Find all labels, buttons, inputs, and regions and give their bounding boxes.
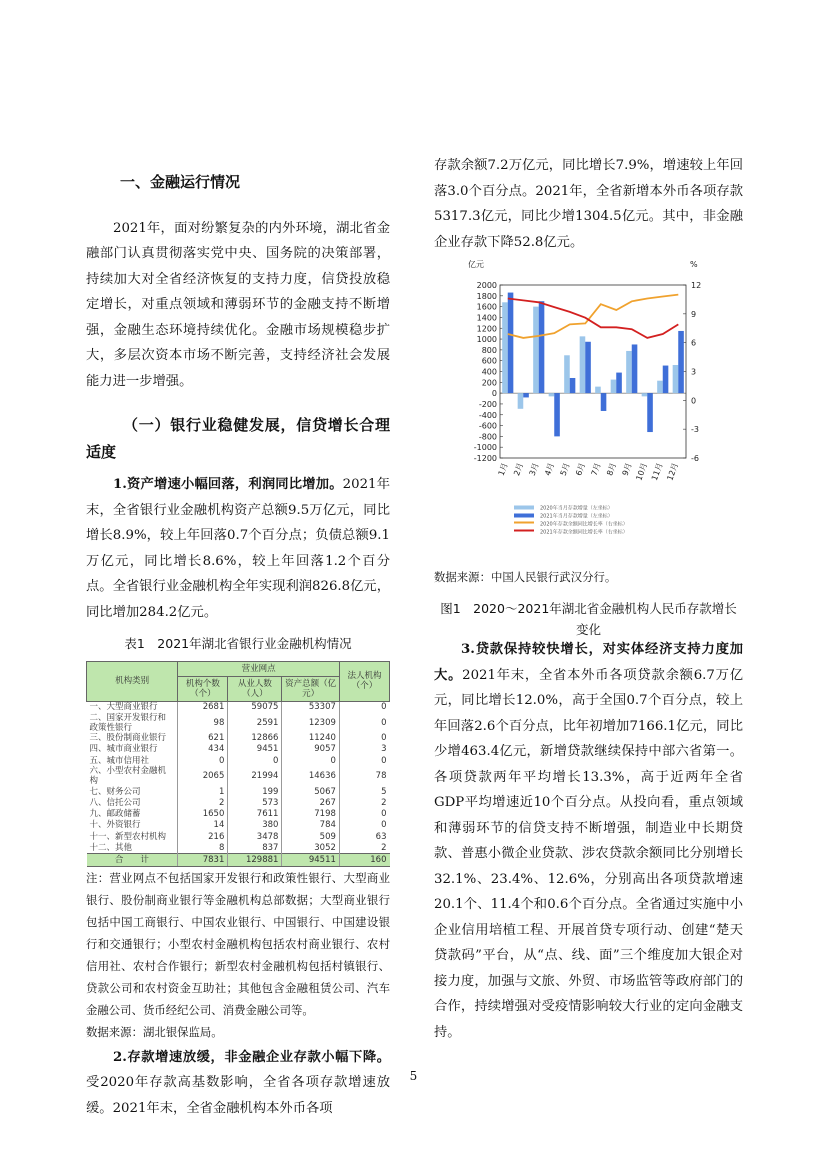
table-cell: 2 xyxy=(339,842,389,854)
bar-1 xyxy=(657,381,663,393)
table-total-cell: 94511 xyxy=(282,854,339,866)
x-tick-label: 2月 xyxy=(512,461,526,477)
x-tick-label: 6月 xyxy=(574,461,588,477)
x-tick-label: 1月 xyxy=(496,461,510,477)
table-cell: 14636 xyxy=(282,766,339,786)
table-cell: 十二、其他 xyxy=(89,842,133,853)
right-tick-label: 6 xyxy=(691,338,697,348)
bar-1 xyxy=(518,393,524,409)
left-tick-label: -600 xyxy=(478,421,497,431)
legend-label: 2020年当月存款增量（左坐标） xyxy=(540,505,613,512)
table-cell: 0 xyxy=(339,701,389,713)
table-row xyxy=(87,713,390,733)
page-number: 5 xyxy=(409,1069,418,1083)
bar-1 xyxy=(580,336,586,393)
x-tick-label: 5月 xyxy=(558,461,572,477)
table-cell: 59075 xyxy=(228,701,282,713)
left-tick-label: 0 xyxy=(491,389,497,399)
table-cell: 837 xyxy=(228,842,282,854)
x-tick-label: 11月 xyxy=(649,461,665,482)
table-cell: 一、大型商业银行 xyxy=(89,702,158,713)
table-body xyxy=(87,701,390,866)
bar-2 xyxy=(523,393,529,397)
right-tick-label: 3 xyxy=(691,367,697,377)
bar-2 xyxy=(632,344,638,393)
table-cell: 5 xyxy=(339,786,389,797)
paragraph-lead: 1.资产增速小幅回落，利润同比增加。 xyxy=(113,477,343,492)
table-cell: 509 xyxy=(282,831,339,842)
table-cell: 八、信托公司 xyxy=(89,798,141,809)
left-tick-label: 1800 xyxy=(476,291,497,301)
table-cell: 0 xyxy=(339,809,389,820)
table-cell: 621 xyxy=(178,733,228,744)
table-cell: 53307 xyxy=(282,701,339,713)
left-tick-label: -200 xyxy=(478,399,497,409)
right-axis-unit: % xyxy=(690,260,698,269)
table-row xyxy=(87,820,390,831)
table-caption: 表1 2021年湖北省银行业金融机构情况 xyxy=(124,636,352,651)
right-tick-label: 12 xyxy=(691,281,702,290)
table-cell: 380 xyxy=(228,820,282,831)
col-assets: 资产总额（亿元） xyxy=(282,676,339,701)
bar-2 xyxy=(585,342,591,393)
table-cell: 12309 xyxy=(282,713,339,733)
table-total-cell: 7831 xyxy=(178,854,228,866)
left-tick-label: 1200 xyxy=(476,324,497,334)
table-cell: 216 xyxy=(178,831,228,842)
table-total-row xyxy=(87,854,390,866)
bar-1 xyxy=(611,380,617,394)
x-tick-label: 10月 xyxy=(634,461,650,482)
legend-swatch xyxy=(514,514,534,518)
table-cell: 2 xyxy=(178,797,228,808)
table-row xyxy=(87,766,390,786)
paragraph-deposits-cont: 存款余额7.2万亿元，同比增长7.9%，增速较上年回落3.0个百分点。2021年，全省新增本外币各项存款5317.3亿元，同比少增1304.5亿元。其中，非金融企业存款下降52.8亿元。 xyxy=(434,158,743,250)
plot-frame xyxy=(500,285,686,458)
col-type: 机构类别 xyxy=(87,661,178,701)
paragraph-body: 2021年末，全省本外币各项贷款余额6.7万亿元，同比增长12.0%，高于全国0.7个百分点，较上年回落2.6个百分点，比年初增加7166.1亿元，同比少增463.4亿元，新增贷款继续保持中部六省第一。各项贷款两年平均增长13.3%，高于近两年全省GDP平均增速近10个百分点。从投向看，重点领域和薄弱环节的信贷支持不断增强，制造业中长期贷款、普惠小微企业贷款、涉农贷款余额同比分别增长32.1%、23.4%、12.6%，分别高出各项贷款增速20.1个、11.4个和0.6个百分点。全省通过实施中小企业信用培植工程、开展首贷专项行动、创建“楚天贷款码”平台，从“点、线、面”三个维度加大银企对接力度，加强与文旅、外贸、市场监管等政府部门的合作，持续增强对受疫情影响较大行业的定向金融支持。 xyxy=(434,667,743,1040)
right-tick-label: 0 xyxy=(691,396,697,406)
table-cell: 七、财务公司 xyxy=(89,786,141,797)
table-cell: 1 xyxy=(178,786,228,797)
x-tick-label: 7月 xyxy=(589,461,603,477)
table-cell: 8 xyxy=(178,842,228,854)
table-cell: 0 xyxy=(339,755,389,766)
table-cell: 六、小型农村金融机构 xyxy=(89,766,167,787)
bar-1 xyxy=(502,302,508,393)
section-title: 一、金融运行情况 xyxy=(120,173,241,191)
bank-institutions-table xyxy=(86,661,390,867)
legend-swatch xyxy=(514,530,534,532)
left-column xyxy=(86,170,390,1121)
legend-swatch xyxy=(514,506,534,510)
legend-label: 2021年存款余额同比增长率（右坐标） xyxy=(540,529,628,536)
left-tick-label: -400 xyxy=(478,410,497,420)
table-cell: 0 xyxy=(178,755,228,766)
table-row xyxy=(87,733,390,744)
table-cell: 7198 xyxy=(282,809,339,820)
chart-source: 数据来源：中国人民银行武汉分行。 xyxy=(434,570,617,584)
table-cell: 0 xyxy=(339,733,389,744)
table-row xyxy=(87,755,390,766)
right-column-bottom xyxy=(434,637,743,1045)
col-count: 机构个数（个） xyxy=(178,676,228,701)
x-tick-label: 3月 xyxy=(527,461,541,477)
bar-2 xyxy=(647,393,653,432)
table-row xyxy=(87,842,390,854)
bar-2 xyxy=(663,366,669,394)
right-tick-label: -3 xyxy=(691,425,699,435)
left-tick-label: 1000 xyxy=(476,335,497,345)
left-tick-label: -800 xyxy=(478,432,497,442)
left-tick-label: 200 xyxy=(481,378,497,388)
table-total-cell: 160 xyxy=(339,854,389,866)
table-cell: 1650 xyxy=(178,809,228,820)
deposit-chart xyxy=(458,253,728,575)
table-total-cell: 合 计 xyxy=(87,854,178,866)
bar-2 xyxy=(570,378,576,393)
x-tick-label: 9月 xyxy=(620,461,634,477)
table-cell: 十、外资银行 xyxy=(89,820,141,831)
left-tick-label: 1400 xyxy=(476,313,497,323)
table-cell: 三、股份制商业银行 xyxy=(89,733,167,744)
table-cell: 9451 xyxy=(228,744,282,755)
bar-2 xyxy=(616,373,622,394)
table-cell: 14 xyxy=(178,820,228,831)
legend-label: 2021年当月存款增量（左坐标） xyxy=(540,513,613,520)
x-tick-label: 4月 xyxy=(543,461,557,477)
left-tick-label: 400 xyxy=(481,367,497,377)
table-cell: 434 xyxy=(178,744,228,755)
paragraph-loans xyxy=(434,637,743,1045)
table-row xyxy=(87,701,390,713)
legend-label: 2020年存款余额同比增长率（右坐标） xyxy=(540,521,628,528)
table-source: 数据来源：湖北银保监局。 xyxy=(86,1024,223,1039)
paragraph-assets xyxy=(86,472,390,625)
bar-2 xyxy=(601,393,607,411)
right-column-top xyxy=(434,153,743,255)
bar-1 xyxy=(642,393,648,396)
table-cell: 9057 xyxy=(282,744,339,755)
left-tick-label: 1600 xyxy=(476,302,497,312)
x-tick-label: 8月 xyxy=(605,461,619,477)
bar-1 xyxy=(549,393,555,396)
left-tick-label: 800 xyxy=(481,345,497,355)
table-cell: 12866 xyxy=(228,733,282,744)
col-staff: 从业人数（人） xyxy=(228,676,282,701)
table-cell: 九、邮政储蓄 xyxy=(89,809,141,820)
bar-1 xyxy=(564,355,570,393)
paragraph-lead: 3.贷款保持较快增长，对实体经济支持力度加大。 xyxy=(434,642,743,683)
left-tick-label: -1000 xyxy=(473,443,497,453)
table-cell: 3052 xyxy=(282,842,339,854)
right-tick-label: 9 xyxy=(691,309,697,319)
table-cell: 四、城市商业银行 xyxy=(89,744,158,755)
table-cell: 0 xyxy=(282,755,339,766)
left-tick-label: 2000 xyxy=(476,281,497,290)
legend-swatch xyxy=(514,522,534,524)
table-cell: 0 xyxy=(339,713,389,733)
x-tick-label: 12月 xyxy=(665,461,681,482)
table-cell: 五、城市信用社 xyxy=(89,755,150,766)
table-cell: 199 xyxy=(228,786,282,797)
table-total-cell: 129881 xyxy=(228,854,282,866)
left-axis-unit: 亿元 xyxy=(468,260,484,269)
table-row xyxy=(87,797,390,808)
table-row xyxy=(87,744,390,755)
table-cell: 21994 xyxy=(228,766,282,786)
bar-1 xyxy=(673,365,679,393)
table-cell: 7611 xyxy=(228,809,282,820)
right-tick-label: -6 xyxy=(691,454,699,463)
table-cell: 3 xyxy=(339,744,389,755)
subsection-title: （一）银行业稳健发展，信贷增长合理适度 xyxy=(86,416,390,461)
table-note: 注：营业网点不包括国家开发银行和政策性银行、大型商业银行、股份制商业银行等金融机构总部数据；大型商业银行包括中国工商银行、中国农业银行、中国银行、中国建设银行和交通银行；小型农村金融机构包括农村商业银行、农村信用社、农村合作银行；新型农村金融机构包括村镇银行、贷款公司和农村资金互助社；其他包含金融租赁公司、汽车金融公司、货币经纪公司、消费金融公司等。 xyxy=(86,870,390,1017)
table-cell: 5067 xyxy=(282,786,339,797)
col-legal: 法人机构（个） xyxy=(339,661,389,701)
figure-caption: 图1 2020～2021年湖北省金融机构人民币存款增长变化 xyxy=(440,601,737,637)
bar-2 xyxy=(678,331,684,393)
intro-paragraph: 2021年，面对纷繁复杂的内外环境，湖北省金融部门认真贯彻落实党中央、国务院的决策部署，持续加大对全省经济恢复的支持力度，信贷投放稳定增长，对重点领域和薄弱环节的金融支持不断增强，金融生态环境持续优化。金融市场规模稳步扩大，多层次资本市场不断完善，支持经济社会发展能力进一步增强。 xyxy=(86,220,390,389)
bar-1 xyxy=(533,307,539,394)
paragraph-body: 2021年末，全省银行业金融机构资产总额9.5万亿元，同比增长8.9%，较上年回落0.7个百分点；负债总额9.1万亿元，同比增长8.6%，较上年回落1.2个百分点。全省银行业金融机构全年实现利润826.8亿元，同比增加284.2亿元。 xyxy=(86,477,391,620)
table-cell: 二、国家开发银行和政策性银行 xyxy=(89,712,167,733)
table-row xyxy=(87,786,390,797)
bar-1 xyxy=(595,387,601,393)
table-row xyxy=(87,831,390,842)
bar-1 xyxy=(626,351,632,393)
table-cell: 0 xyxy=(228,755,282,766)
table-cell: 2065 xyxy=(178,766,228,786)
table-cell: 63 xyxy=(339,831,389,842)
table-cell: 784 xyxy=(282,820,339,831)
table-cell: 3478 xyxy=(228,831,282,842)
table-cell: 11240 xyxy=(282,733,339,744)
table-cell: 0 xyxy=(339,820,389,831)
table-cell: 78 xyxy=(339,766,389,786)
table-cell: 2 xyxy=(339,797,389,808)
left-tick-label: -1200 xyxy=(473,454,497,463)
col-group: 营业网点 xyxy=(178,661,340,676)
table-cell: 十一、新型农村机构 xyxy=(89,831,167,842)
table-row xyxy=(87,809,390,820)
table-cell: 2681 xyxy=(178,701,228,713)
bar-2 xyxy=(508,293,514,394)
left-tick-label: 600 xyxy=(481,356,497,366)
table-cell: 573 xyxy=(228,797,282,808)
bar-2 xyxy=(539,301,545,393)
table-cell: 98 xyxy=(178,713,228,733)
table-cell: 2591 xyxy=(228,713,282,733)
paragraph-body: 受2020年存款高基数影响，全省各项存款增速放缓。2021年末，全省金融机构本外币各项 xyxy=(86,1075,390,1116)
bar-2 xyxy=(554,393,560,436)
paragraph-lead: 2.存款增速放缓，非金融企业存款小幅下降。 xyxy=(113,1049,390,1065)
table-cell: 267 xyxy=(282,797,339,808)
